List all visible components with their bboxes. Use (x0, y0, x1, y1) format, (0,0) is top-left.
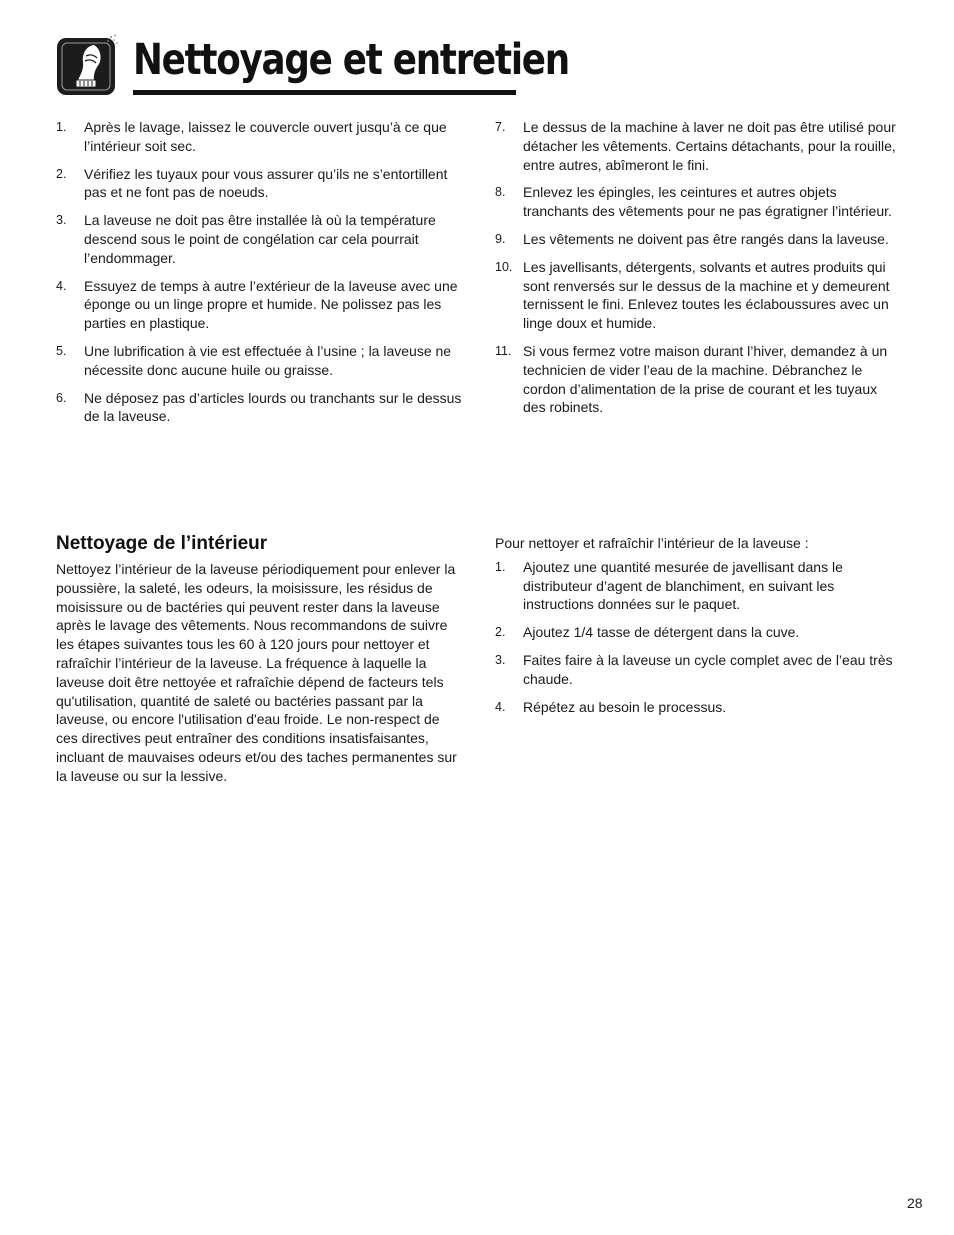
item-number: 4. (56, 278, 67, 293)
item-number: 10. (495, 259, 513, 274)
list-item (495, 342, 900, 417)
list-item (56, 277, 466, 333)
item-text: Si vous fermez votre maison durant l’hiver, demandez à un technicien de vider l’eau de la machine. Débranchez le cordon d’alimentation de la prise de courant et les tuyaux des robinets. (523, 342, 888, 416)
list-item (495, 623, 900, 642)
item-number: 6. (56, 390, 67, 405)
care-list-right (495, 118, 900, 426)
item-number: 3. (495, 652, 506, 667)
item-number: 4. (495, 699, 506, 714)
section-heading: Nettoyage de l’intérieur (56, 533, 268, 554)
item-text: Une lubrification à vie est effectuée à l’usine ; la laveuse ne nécessite donc aucune huile ou graisse. (84, 342, 452, 378)
item-text: Essuyez de temps à autre l’extérieur de la laveuse avec une éponge ou un linge propre et humide. Ne polissez pas les parties en plastique. (84, 277, 458, 332)
list-item (495, 698, 900, 717)
item-text: Faites faire à la laveuse un cycle complet avec de l’eau très chaude. (523, 651, 893, 687)
interior-steps-list (495, 558, 900, 717)
item-text: La laveuse ne doit pas être installée là où la température descend sous le point de congélation car cela pourrait l’endommager. (84, 212, 436, 266)
item-text: Ajoutez une quantité mesurée de javellisant dans le distributeur d’agent de blanchiment, en suivant les instructions données sur le paquet. (523, 558, 843, 613)
item-number: 2. (56, 166, 67, 181)
cleaning-brush-icon (56, 34, 118, 96)
item-text: Vérifiez les tuyaux pour vous assurer qu’ils ne s’entortillent pas et ne font pas de noeuds. (84, 165, 448, 201)
list-item (495, 651, 900, 689)
list-item (495, 558, 900, 614)
item-number: 5. (56, 343, 67, 358)
item-number: 3. (56, 213, 67, 228)
steps-intro: Pour nettoyer et rafraîchir l’intérieur de la laveuse : (495, 535, 809, 551)
item-number: 1. (56, 120, 67, 134)
section-body: Nettoyez l’intérieur de la laveuse périodiquement pour enlever la poussière, la saleté, les odeurs, la moisissure, les résidus de moisissure ou de bactéries qui peuvent rester dans la laveuse après le lavage des vêtements. Nous recommandons de suivre les étapes suivantes tous les 60 à 120 jours pour nettoyer et rafraîchir l’intérieur de la laveuse. La fréquence à laquelle la laveuse doit être nettoyée et rafraîchie dépend de facteurs tels qu'utilisation, quantité de saleté ou bactéries passant par la laveuse, ou encore l'utilisation d'eau froide. Le non-respect de ces directives peut entraîner des conditions insatisfaisantes, incluant de mauvaises odeurs et/ou des taches permanentes sur la laveuse ou sur la lessive. (56, 561, 457, 784)
item-number: 8. (495, 185, 506, 200)
interior-steps-block (495, 534, 900, 725)
list-item (495, 183, 900, 221)
item-number: 7. (495, 120, 506, 134)
item-text: Les vêtements ne doivent pas être rangés dans la laveuse. (523, 230, 889, 247)
item-text: Après le lavage, laissez le couvercle ouvert jusqu’à ce que l’intérieur soit sec. (84, 119, 447, 154)
item-text: Ne déposez pas d’articles lourds ou tranchants sur le dessus de la laveuse. (84, 389, 462, 425)
item-text: Le dessus de la machine à laver ne doit pas être utilisé pour détacher les vêtements. Certains détachants, pour la rouille, entre autres, abîmeront le fini. (523, 119, 896, 173)
care-list-left (56, 118, 466, 435)
item-number: 1. (495, 559, 506, 574)
list-item (56, 211, 466, 267)
item-text: Enlevez les épingles, les ceintures et autres objets tranchants des vêtements pour ne pas égratigner l’intérieur. (523, 184, 892, 220)
title-underline (133, 90, 516, 95)
item-text: Répétez au besoin le processus. (523, 698, 727, 715)
list-item (495, 118, 900, 174)
list-item (56, 165, 466, 203)
list-item (56, 342, 466, 380)
list-item (495, 258, 900, 333)
item-text: Les javellisants, détergents, solvants et autres produits qui sont renversés sur le dessus de la machine et y demeurent ternissent le fini. Enlevez toutes les éclaboussures avec un linge doux et humide. (523, 258, 890, 332)
list-item (56, 118, 466, 156)
page-number: 28 (907, 1195, 923, 1211)
item-number: 2. (495, 625, 506, 640)
item-text: Ajoutez 1/4 tasse de détergent dans la cuve. (523, 624, 800, 641)
item-number: 11. (495, 343, 512, 358)
item-number: 9. (495, 231, 506, 246)
page-title: Nettoyage et entretien (133, 35, 569, 85)
list-item (56, 389, 466, 427)
list-item (495, 230, 900, 249)
